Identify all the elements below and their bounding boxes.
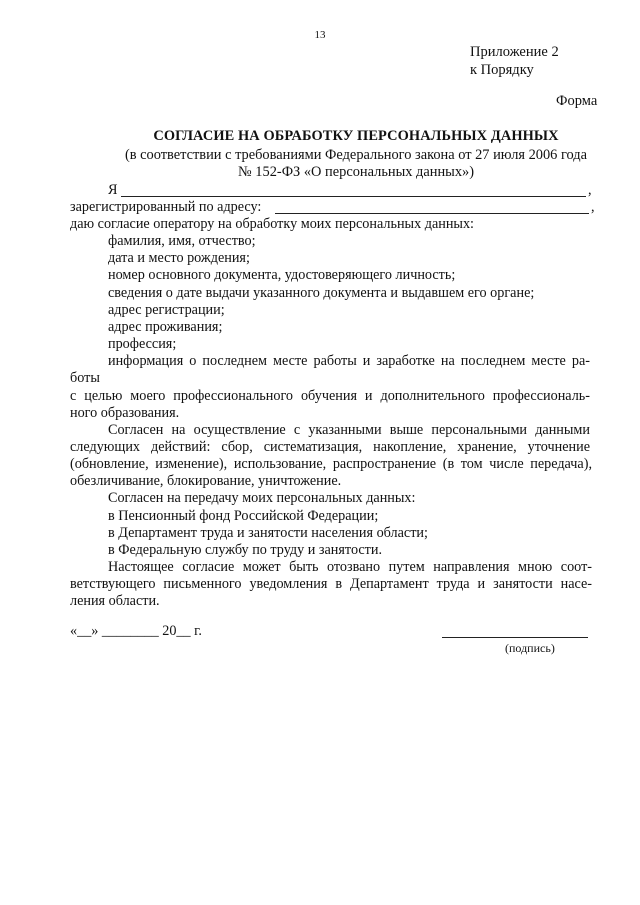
- revocation-line-1: Настоящее согласие может быть отозвано путем направления мною соот-: [108, 559, 592, 575]
- subtitle-line-2: № 152-ФЗ «О персональных данных»): [237, 164, 475, 180]
- annex-reference: [470, 43, 559, 79]
- data-item-4: сведения о дате выдачи указанного документа и выдавшем его органе;: [108, 285, 535, 301]
- signature-caption: (подпись): [505, 641, 555, 655]
- annex-line-1: Приложение 2: [470, 44, 559, 60]
- revocation-line-3: ления области.: [70, 593, 160, 609]
- data-item-7: профессия;: [108, 336, 177, 352]
- transfer-intro: Согласен на передачу моих персональных данных:: [108, 490, 416, 506]
- name-field-line[interactable]: [121, 196, 586, 197]
- transfer-item-2: в Департамент труда и занятости населения области;: [108, 525, 428, 541]
- subtitle-line-1: (в соответствии с требованиями Федерального закона от 27 июля 2006 года: [124, 147, 588, 163]
- document-title: СОГЛАСИЕ НА ОБРАБОТКУ ПЕРСОНАЛЬНЫХ ДАННЫХ: [153, 128, 559, 144]
- data-item-3: номер основного документа, удостоверяющего личность;: [108, 267, 456, 283]
- purpose-line-1: с целью моего профессионального обучения и дополнительного профессиональ-: [70, 388, 590, 404]
- data-item-5: адрес регистрации;: [108, 302, 225, 318]
- actions-line-1: Согласен на осуществление с указанными выше персональными данными: [108, 422, 590, 438]
- data-item-6: адрес проживания;: [108, 319, 223, 335]
- data-item-2: дата и место рождения;: [108, 250, 250, 266]
- address-field-end: ,: [591, 199, 595, 215]
- address-label: зарегистрированный по адресу:: [70, 199, 262, 215]
- name-field-end: ,: [588, 182, 592, 198]
- consent-intro: даю согласие оператору на обработку моих персональных данных:: [70, 216, 474, 232]
- actions-line-2: следующих действий: сбор, систематизация, накопление, хранение, уточнение: [70, 439, 590, 455]
- date-line[interactable]: «__» ________ 20__ г.: [70, 623, 202, 639]
- form-label: Форма: [556, 93, 598, 109]
- signature-field-line[interactable]: [442, 637, 588, 638]
- purpose-line-2: ного образования.: [70, 405, 180, 421]
- actions-line-4: обезличивание, блокирование, уничтожение.: [70, 473, 342, 489]
- address-field-line[interactable]: [275, 213, 589, 214]
- data-item-8-continuation: боты: [70, 370, 100, 386]
- data-item-8: информация о последнем месте работы и заработке на последнем месте ра-: [108, 353, 590, 369]
- i-label: Я: [108, 182, 118, 198]
- revocation-line-2: ветствующего письменного уведомления в Департамент труда и занятости насе-: [70, 576, 592, 592]
- actions-line-3: (обновление, изменение), использование, распространение (в том числе передача),: [70, 456, 592, 472]
- transfer-item-3: в Федеральную службу по труду и занятости.: [108, 542, 383, 558]
- annex-line-2: к Порядку: [470, 62, 534, 78]
- page-number: 13: [314, 29, 326, 41]
- transfer-item-1: в Пенсионный фонд Российской Федерации;: [108, 508, 379, 524]
- data-item-1: фамилия, имя, отчество;: [108, 233, 256, 249]
